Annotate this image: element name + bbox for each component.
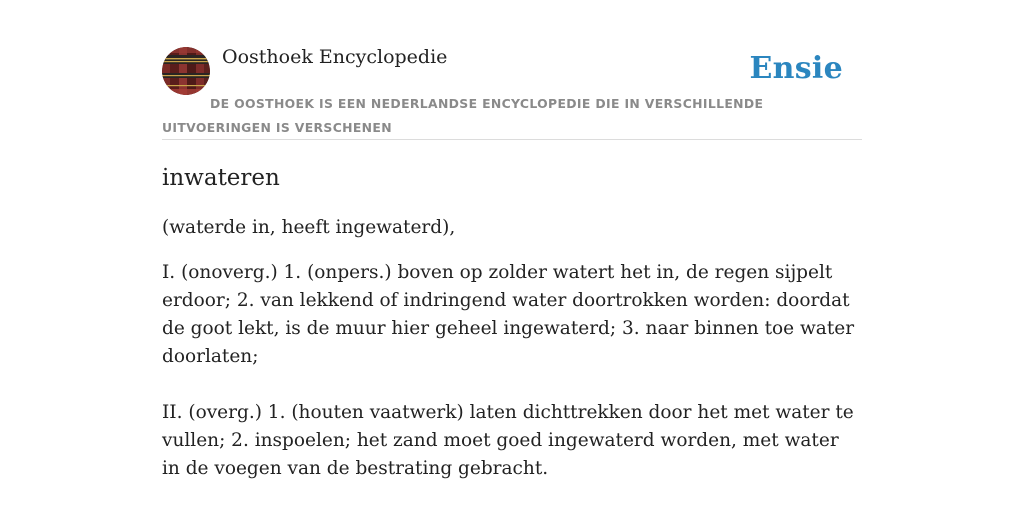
entry-sense: II. (overg.) 1. (houten vaatwerk) laten dichttrekken door het met water te vullen; 2. inspoelen; het zand moet goed ingewaterd worden, met water in de voegen van de bestrating gebracht. [162, 402, 854, 479]
entry-headword: inwateren [162, 165, 280, 191]
entry-grammar: (waterde in, heeft ingewaterd), [162, 217, 456, 238]
entry-sense: I. (onoverg.) 1. (onpers.) boven op zolder watert het in, de regen sijpelt erdoor; 2. van lekkend of indringend water doortrokken worden: doordat de goot lekt, is de muur hier geheel ingewaterd; 3. naar binnen toe water doorlaten; [162, 262, 855, 367]
encyclopedia-books-icon[interactable] [162, 47, 210, 95]
dictionary-entry [162, 162, 862, 483]
header-divider [162, 139, 862, 140]
site-header [162, 46, 862, 140]
site-name[interactable]: Oosthoek Encyclopedie [222, 46, 448, 68]
brand-logo[interactable]: Ensie [749, 51, 843, 86]
site-tagline: DE OOSTHOEK IS EEN NEDERLANDSE ENCYCLOPEDIE DIE IN VERSCHILLENDE UITVOERINGEN IS VERSCHENEN [162, 96, 764, 135]
